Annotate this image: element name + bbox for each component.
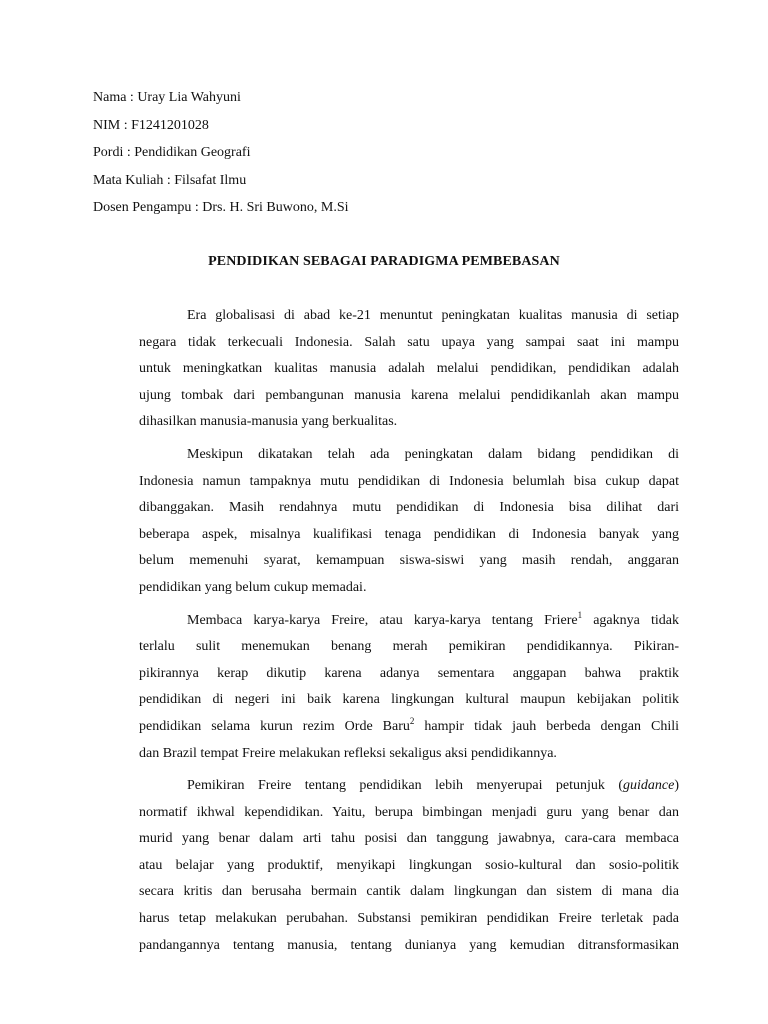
paragraph-line: dihasilkan manusia-manusia yang berkualitas.	[139, 414, 398, 430]
paragraph-line: normatif ikhwal kependidikan. Yaitu, berupa bimbingan menjadi guru yang benar dan	[139, 804, 679, 820]
student-name: Nama : Uray Lia Wahyuni	[93, 90, 241, 105]
paragraph-line: Indonesia namun tampaknya mutu pendidikan di Indonesia belumlah bisa cukup dapat	[139, 473, 679, 489]
line-text: pendidikan selama kurun rezim Orde Baru	[139, 718, 410, 734]
course-name: Mata Kuliah : Filsafat Ilmu	[93, 172, 247, 188]
paragraph-line	[139, 608, 679, 635]
paragraph-line: terlalu sulit menemukan benang merah pemikiran pendidikannya. Pikiran-	[139, 639, 679, 655]
paragraph-line: pikirannya kerap dikutip karena adanya sementara anggapan bahwa praktik	[139, 665, 679, 681]
paragraph-line: harus tetap melakukan perubahan. Substansi pemikiran pendidikan Freire terletak pada	[139, 911, 679, 927]
line-text: Pemikiran Freire tentang pendidikan lebih menyerupai petunjuk (	[187, 778, 623, 794]
paragraph-line	[139, 773, 679, 800]
paragraph-line: pendidikan yang belum cukup memadai.	[139, 579, 367, 595]
student-nim: NIM : F1241201028	[93, 117, 209, 133]
line-text: Membaca karya-karya Freire, atau karya-karya tentang Friere	[187, 612, 578, 628]
line-text: agaknya tidak	[582, 612, 679, 628]
footnote-ref-2: 2	[409, 715, 415, 726]
paragraph-2	[139, 442, 679, 602]
study-program: Pordi : Pendidikan Geografi	[93, 145, 251, 160]
paragraph-line: atau belajar yang produktif, menyikapi lingkungan sosio-kultural dan sosio-politik	[139, 857, 679, 873]
italic-term: guidance	[623, 778, 675, 794]
footnote-ref-1: 1	[577, 609, 583, 620]
document-title: PENDIDIKAN SEBAGAI PARADIGMA PEMBEBASAN	[208, 254, 560, 269]
lecturer-name: Dosen Pengampu : Drs. H. Sri Buwono, M.Si	[93, 200, 349, 215]
paragraph-line: beberapa aspek, misalnya kualifikasi tenaga pendidikan di Indonesia banyak yang	[139, 526, 679, 542]
paragraph-line: pandangannya tentang manusia, tentang dunianya yang kemudian ditransformasikan	[139, 937, 679, 953]
paragraph-line: murid yang benar dalam arti tahu posisi dan tanggung jawabnya, cara-cara membaca	[139, 831, 679, 847]
paragraph-line: negara tidak terkecuali Indonesia. Salah satu upaya yang sampai saat ini mampu	[139, 334, 679, 350]
paragraph-line: dan Brazil tempat Freire melakukan refleksi sekaligus aksi pendidikannya.	[139, 745, 557, 761]
paragraph-line	[139, 714, 679, 741]
paragraph-3	[139, 608, 679, 768]
paragraph-line: untuk meningkatkan kualitas manusia adalah melalui pendidikan, pendidikan adalah	[139, 361, 679, 377]
paragraph-line: Era globalisasi di abad ke-21 menuntut peningkatan kualitas manusia di setiap	[187, 308, 679, 323]
paragraph-line: dibanggakan. Masih rendahnya mutu pendidikan di Indonesia bisa dilihat dari	[139, 500, 679, 516]
paragraph-line: pendidikan di negeri ini baik karena lingkungan kultural maupun kebijakan politik	[139, 692, 679, 708]
paragraph-line: belum memenuhi syarat, kemampuan siswa-siswi yang masih rendah, anggaran	[139, 553, 679, 569]
paragraph-1	[139, 303, 679, 436]
student-info	[93, 84, 653, 222]
line-text: )	[674, 778, 679, 794]
paragraph-4	[139, 773, 679, 959]
document-body	[139, 303, 679, 965]
paragraph-line: Meskipun dikatakan telah ada peningkatan dalam bidang pendidikan di	[187, 446, 679, 462]
paragraph-line: secara kritis dan berusaha bermain cantik dalam lingkungan dan sistem di mana dia	[139, 884, 679, 900]
paragraph-line: ujung tombak dari pembangunan manusia karena melalui pendidikanlah akan mampu	[139, 387, 679, 403]
line-text: hampir tidak jauh berbeda dengan Chili	[414, 718, 679, 734]
